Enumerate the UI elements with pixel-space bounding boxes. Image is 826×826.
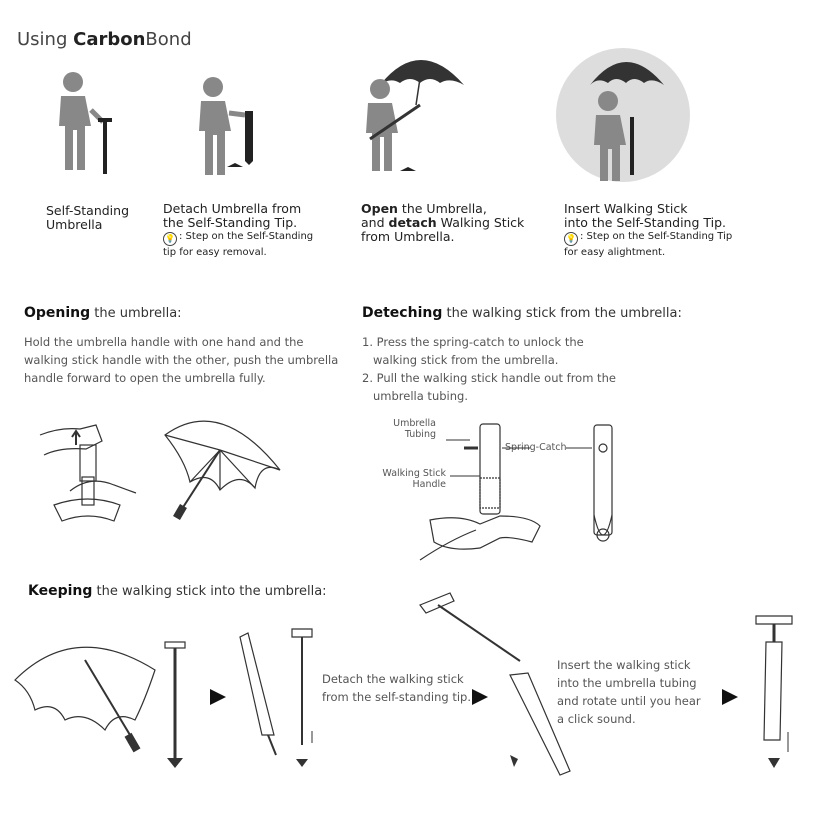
right-arrow-icon (208, 687, 228, 707)
insert-stick-text: Insert the walking stick into the umbrella tubing and rotate until you hear a click sound. (557, 658, 701, 726)
person-inserting-stick-illustration (556, 45, 691, 185)
walking-stick-handle-label: Walking Stick Handle (382, 468, 446, 490)
open-umbrella-illustration (160, 410, 285, 520)
spring-catch-label: Spring-Catch (505, 442, 567, 453)
stick-into-umbrella-illustration (410, 585, 570, 780)
person-opening-umbrella-illustration (360, 45, 470, 180)
person-detaching-umbrella-illustration (185, 75, 275, 180)
umbrella-and-stick-illustration (15, 630, 195, 770)
step-2-caption: Detach Umbrella from the Self-Standing Tip. 💡 : Step on the Self-Standing tip for easy removal. (163, 201, 314, 258)
detach-tip-text: Detach the walking stick from the self-standing tip. (322, 672, 472, 704)
umbrella-tubing-label: Umbrella Tubing (393, 418, 436, 440)
step-3-caption: Open the Umbrella, and detach Walking Stick from Umbrella. (361, 201, 525, 244)
opening-heading: Opening the umbrella: (24, 305, 182, 321)
lightbulb-icon: 💡 (163, 232, 177, 246)
lightbulb-icon: 💡 (564, 232, 578, 246)
person-with-standing-umbrella-illustration (45, 70, 125, 180)
detaching-heading: Deteching the walking stick from the umbrella: (362, 305, 682, 321)
spring-catch-diagram (420, 420, 620, 570)
step-1-caption: Self-Standing Umbrella (46, 203, 130, 232)
hands-opening-umbrella-illustration (40, 415, 150, 530)
step-4-caption: Insert Walking Stick into the Self-Standing Tip. 💡 : Step on the Self-Standing Tip for easy alightment. (564, 201, 733, 258)
assembled-umbrella-stick-illustration (752, 612, 802, 777)
opening-instructions: Hold the umbrella handle with one hand and the walking stick handle with the other, push the umbrella handle forward to open the umbrella fully. (24, 335, 339, 385)
right-arrow-icon (720, 687, 740, 707)
keeping-heading: Keeping the walking stick into the umbrella: (28, 583, 327, 599)
detaching-steps: 1. Press the spring-catch to unlock the walking stick from the umbrella. 2. Pull the walking stick handle out from the umbrella tubing. (362, 335, 616, 403)
closed-umbrella-and-stick-illustration (232, 625, 322, 775)
page-title: Using CarbonBond (17, 29, 192, 50)
